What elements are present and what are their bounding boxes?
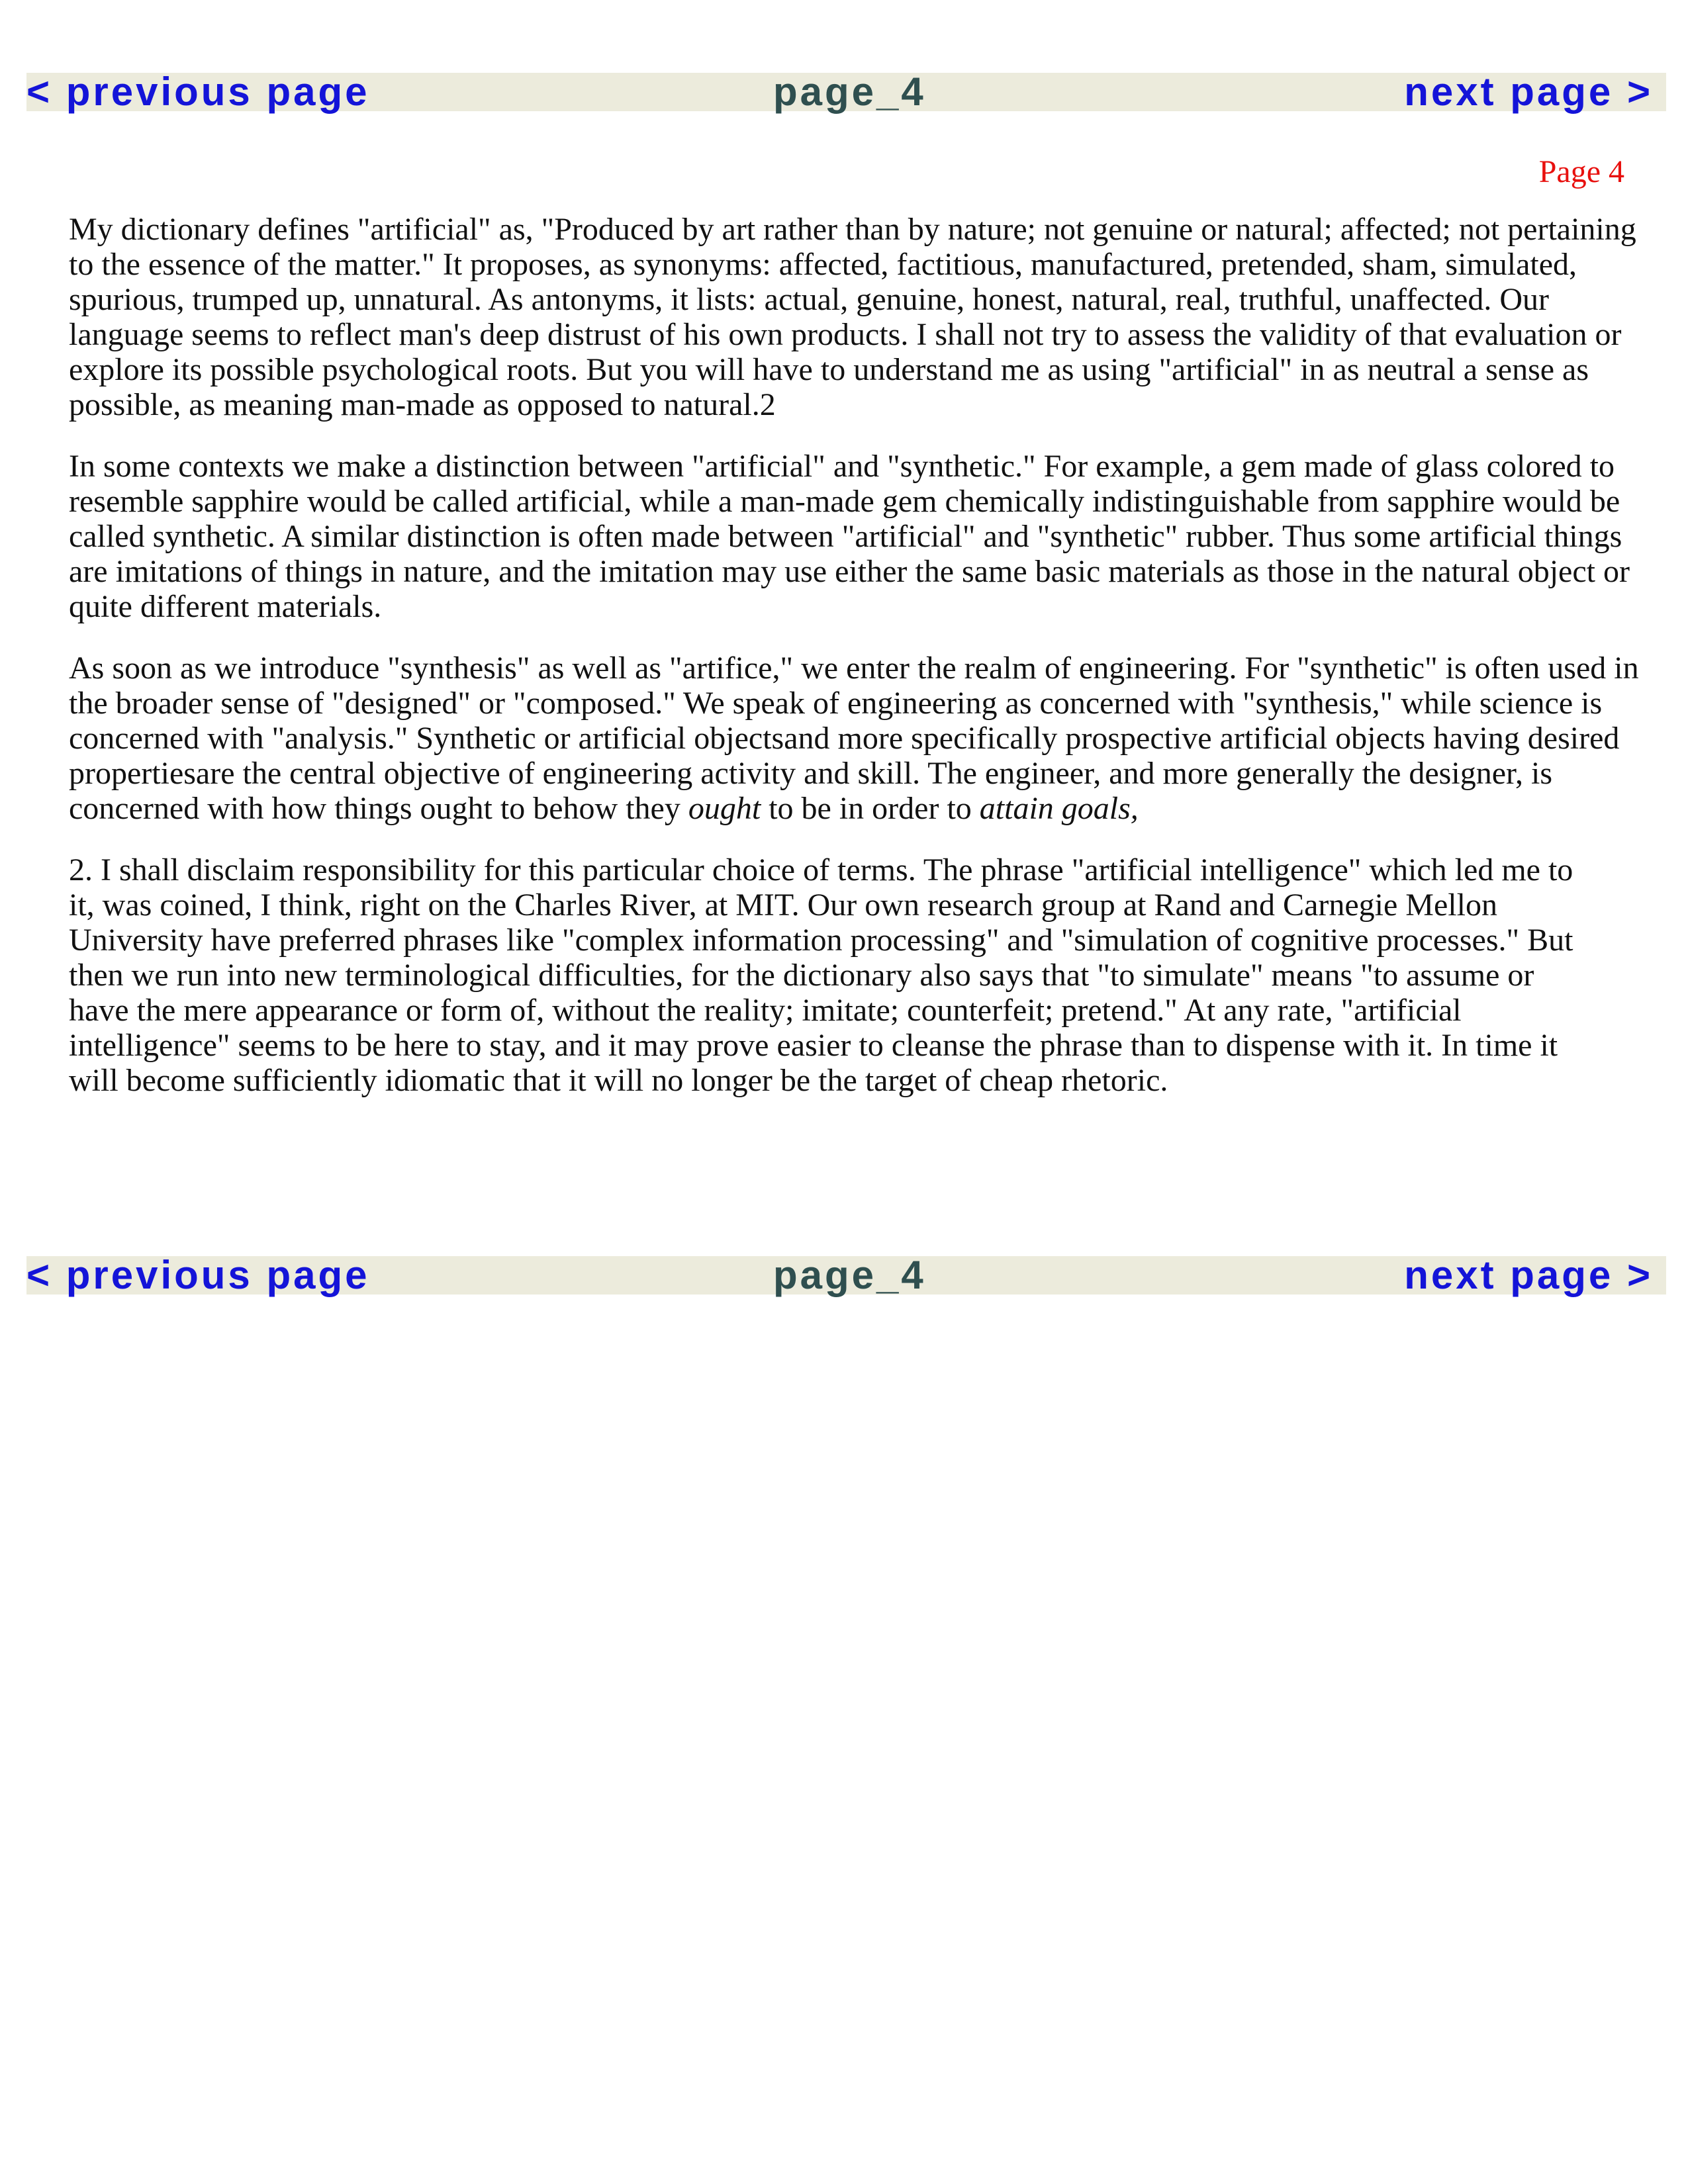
emphasis-ought: ought [688,791,761,826]
paragraph-2: In some contexts we make a distinction between "artificial" and "synthetic." For example, a gem made of glass colored to resemble sapphire would be called artificial, while a man-made gem chemically indistinguishable from sapphire would be called synthetic. A similar distinction is often made between "artificial" and "synthetic" rubber. Thus some artificial things are imitations of things in nature, and the imitation may use either the same basic materials as those in the natural object or quite different materials. [69,449,1630,624]
paragraph-3 [69,651,1644,826]
next-page-link[interactable]: next page > [1404,69,1653,114]
paragraph-3-text-b: to be in order to [761,791,980,826]
previous-page-link[interactable]: < previous page [26,1253,370,1297]
paragraph-3-text-a: As soon as we introduce "synthesis" as well as "artifice," we enter the realm of engineering. For "synthetic" is often used in the broader sense of "designed" or "composed." We speak of engineering as concerned with "synthesis," while science is concerned with "analysis." Synthetic or artificial objectsand more specifically prospective artificial objects having desired propertiesare the central objective of engineering activity and skill. The engineer, and more generally the designer, is concerned with how things ought to behow they [69,651,1639,826]
page-title: page_4 [773,69,926,114]
bottom-navigation-bar [26,1253,1666,1297]
footnote-2: 2. I shall disclaim responsibility for this particular choice of terms. The phrase "artificial intelligence" which led me to it, was coined, I think, right on the Charles River, at MIT. Our own research group at Rand and Carnegie Mellon University have preferred phrases like "complex information processing" and "simulation of cognitive processes." But then we run into new terminological difficulties, for the dictionary also says that "to simulate" means "to assume or have the mere appearance or form of, without the reality; imitate; counterfeit; pretend." At any rate, "artificial intelligence" seems to be here to stay, and it may prove easier to cleanse the phrase than to dispense with it. In time it will become sufficiently idiomatic that it will no longer be the target of cheap rhetoric. [69,852,1573,1098]
top-navigation-bar [26,69,1666,114]
emphasis-attain-goals: attain goals, [979,791,1139,826]
paragraph-1: My dictionary defines "artificial" as, "Produced by art rather than by nature; not genuine or natural; affected; not pertaining to the essence of the matter." It proposes, as synonyms: affected, factitious, manufactured, pretended, sham, simulated, spurious, trumped up, unnatural. As antonyms, it lists: actual, genuine, honest, natural, real, truthful, unaffected. Our language seems to reflect man's deep distrust of his own products. I shall not try to assess the validity of that evaluation or explore its possible psychological roots. But you will have to understand me as using "artificial" in as neutral a sense as possible, as meaning man-made as opposed to natural.2 [69,212,1636,422]
page-title: page_4 [773,1253,926,1297]
page-content [69,212,1644,1124]
next-page-link[interactable]: next page > [1404,1253,1653,1297]
page-number-marker: Page 4 [1538,154,1624,189]
previous-page-link[interactable]: < previous page [26,69,370,114]
